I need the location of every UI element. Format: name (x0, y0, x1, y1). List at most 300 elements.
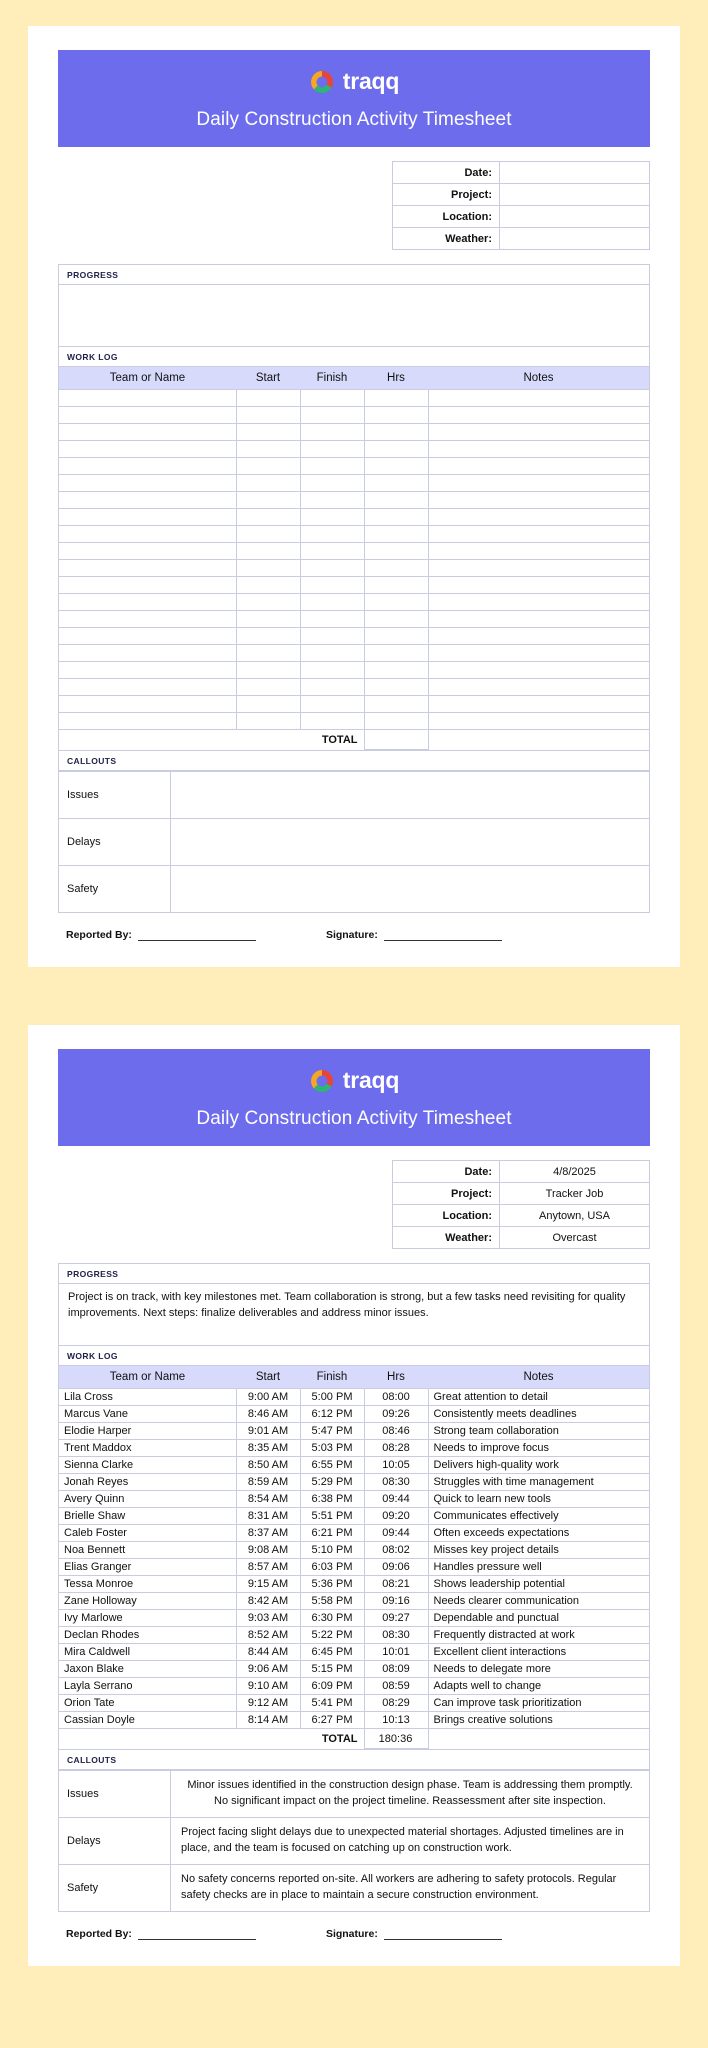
callout-label-issues: Issues (59, 772, 171, 819)
cell-finish[interactable] (300, 526, 364, 543)
table-row[interactable] (59, 645, 649, 662)
table-row[interactable] (59, 1491, 649, 1508)
cell-finish[interactable] (300, 492, 364, 509)
cell-finish[interactable] (300, 458, 364, 475)
cell-name[interactable]: Brielle Shaw (59, 1508, 236, 1525)
cell-notes[interactable] (428, 696, 649, 713)
cell-start[interactable]: 8:57 AM (236, 1559, 300, 1576)
cell-name[interactable]: Mira Caldwell (59, 1644, 236, 1661)
cell-hrs[interactable] (364, 679, 428, 696)
callouts-table-filled (59, 1770, 649, 1911)
cell-finish[interactable] (300, 560, 364, 577)
meta-value-location[interactable]: Anytown, USA (500, 1205, 650, 1227)
total-label: TOTAL (321, 1732, 358, 1745)
cell-finish[interactable]: 5:10 PM (300, 1542, 364, 1559)
cell-notes[interactable] (428, 662, 649, 679)
cell-start[interactable] (236, 594, 300, 611)
cell-notes[interactable] (428, 526, 649, 543)
table-row[interactable] (59, 577, 649, 594)
meta-value-project[interactable]: Tracker Job (500, 1183, 650, 1205)
cell-start[interactable]: 9:08 AM (236, 1542, 300, 1559)
cell-hrs[interactable]: 08:28 (364, 1440, 428, 1457)
cell-finish[interactable] (300, 390, 364, 407)
cell-finish[interactable]: 6:27 PM (300, 1712, 364, 1729)
cell-notes[interactable] (428, 509, 649, 526)
cell-name[interactable]: Marcus Vane (59, 1406, 236, 1423)
table-row[interactable] (59, 1525, 649, 1542)
cell-finish[interactable]: 5:22 PM (300, 1627, 364, 1644)
cell-finish[interactable] (300, 696, 364, 713)
cell-start[interactable]: 8:35 AM (236, 1440, 300, 1457)
cell-finish[interactable] (300, 509, 364, 526)
cell-hrs[interactable]: 10:05 (364, 1457, 428, 1474)
cell-name[interactable]: Jaxon Blake (59, 1661, 236, 1678)
cell-start[interactable]: 8:50 AM (236, 1457, 300, 1474)
callout-text-delays[interactable]: Project facing slight delays due to unexpected material shortages. Adjusted timelines are in place, and the team is focused on catching up on construction work. (171, 1817, 650, 1864)
table-row[interactable] (59, 628, 649, 645)
cell-finish[interactable] (300, 594, 364, 611)
cell-notes[interactable] (428, 577, 649, 594)
cell-hrs[interactable]: 09:44 (364, 1525, 428, 1542)
table-row[interactable] (59, 713, 649, 730)
table-row[interactable] (59, 492, 649, 509)
cell-finish[interactable]: 5:03 PM (300, 1440, 364, 1457)
cell-name[interactable] (59, 679, 236, 696)
signature-line[interactable] (384, 929, 502, 941)
cell-start[interactable] (236, 475, 300, 492)
cell-start[interactable] (236, 407, 300, 424)
cell-name[interactable] (59, 594, 236, 611)
cell-notes[interactable]: Needs clearer communication (428, 1593, 649, 1610)
cell-hrs[interactable]: 08:02 (364, 1542, 428, 1559)
table-row[interactable] (59, 560, 649, 577)
cell-hrs[interactable] (364, 560, 428, 577)
meta-row (393, 1227, 650, 1249)
cell-hrs[interactable] (364, 390, 428, 407)
table-row[interactable] (59, 1576, 649, 1593)
cell-hrs[interactable]: 09:16 (364, 1593, 428, 1610)
callout-text-issues[interactable]: Minor issues identified in the construction design phase. Team is addressing them promptly. No significant impact on the project timeline. Reassessment after site inspection. (171, 1771, 650, 1818)
cell-finish[interactable] (300, 662, 364, 679)
cell-start[interactable]: 8:31 AM (236, 1508, 300, 1525)
cell-start[interactable]: 8:44 AM (236, 1644, 300, 1661)
cell-notes[interactable]: Needs to improve focus (428, 1440, 649, 1457)
cell-hrs[interactable] (364, 492, 428, 509)
cell-hrs[interactable] (364, 662, 428, 679)
cell-name[interactable]: Cassian Doyle (59, 1712, 236, 1729)
meta-label-date: Date: (393, 162, 500, 184)
cell-notes[interactable]: Excellent client interactions (428, 1644, 649, 1661)
total-spacer (59, 730, 236, 750)
cell-hrs[interactable]: 09:20 (364, 1508, 428, 1525)
cell-start[interactable] (236, 560, 300, 577)
meta-value-date[interactable]: 4/8/2025 (500, 1161, 650, 1183)
cell-start[interactable] (236, 390, 300, 407)
callout-text-delays[interactable] (171, 819, 650, 866)
cell-hrs[interactable]: 09:27 (364, 1610, 428, 1627)
cell-notes[interactable]: Frequently distracted at work (428, 1627, 649, 1644)
cell-notes[interactable]: Consistently meets deadlines (428, 1406, 649, 1423)
table-row[interactable] (59, 509, 649, 526)
column-header-name: Team or Name (59, 1366, 236, 1389)
table-row[interactable] (59, 390, 649, 407)
cell-start[interactable] (236, 492, 300, 509)
meta-table-wrapper (58, 1160, 650, 1249)
cell-name[interactable]: Tessa Monroe (59, 1576, 236, 1593)
cell-start[interactable]: 8:59 AM (236, 1474, 300, 1491)
callout-text-issues[interactable] (171, 772, 650, 819)
cell-name[interactable] (59, 628, 236, 645)
table-row[interactable] (59, 1406, 649, 1423)
worklog-header-row (59, 1366, 649, 1389)
signature-row (58, 1928, 650, 1940)
cell-notes[interactable] (428, 441, 649, 458)
column-header-hrs: Hrs (364, 367, 428, 390)
cell-notes[interactable] (428, 679, 649, 696)
cell-start[interactable]: 8:37 AM (236, 1525, 300, 1542)
cell-hrs[interactable] (364, 594, 428, 611)
cell-notes[interactable]: Delivers high-quality work (428, 1457, 649, 1474)
cell-hrs[interactable] (364, 577, 428, 594)
cell-start[interactable] (236, 577, 300, 594)
callout-row (59, 1771, 649, 1818)
meta-value-weather[interactable] (500, 228, 650, 250)
cell-notes[interactable]: Brings creative solutions (428, 1712, 649, 1729)
cell-notes[interactable] (428, 458, 649, 475)
cell-finish[interactable] (300, 441, 364, 458)
cell-name[interactable]: Trent Maddox (59, 1440, 236, 1457)
cell-finish[interactable] (300, 611, 364, 628)
cell-finish[interactable]: 5:41 PM (300, 1695, 364, 1712)
meta-value-weather[interactable]: Overcast (500, 1227, 650, 1249)
cell-start[interactable]: 9:15 AM (236, 1576, 300, 1593)
column-header-finish: Finish (300, 1366, 364, 1389)
cell-start[interactable]: 9:03 AM (236, 1610, 300, 1627)
cell-finish[interactable] (300, 645, 364, 662)
cell-name[interactable] (59, 509, 236, 526)
meta-table (392, 161, 650, 250)
cell-hrs[interactable] (364, 611, 428, 628)
table-row[interactable] (59, 543, 649, 560)
cell-start[interactable] (236, 458, 300, 475)
cell-finish[interactable] (300, 543, 364, 560)
cell-hrs[interactable]: 10:01 (364, 1644, 428, 1661)
cell-notes[interactable] (428, 475, 649, 492)
callout-label-delays: Delays (59, 1817, 171, 1864)
cell-notes[interactable]: Adapts well to change (428, 1678, 649, 1695)
cell-start[interactable] (236, 628, 300, 645)
table-row[interactable] (59, 407, 649, 424)
meta-table-wrapper (58, 161, 650, 250)
cell-start[interactable]: 8:14 AM (236, 1712, 300, 1729)
progress-text[interactable]: Project is on track, with key milestones met. Team collaboration is strong, but a few tasks need revisiting for quality improvements. Next steps: finalize deliverables and address minor issues. (68, 1291, 626, 1319)
cell-finish[interactable]: 6:38 PM (300, 1491, 364, 1508)
cell-finish[interactable]: 5:58 PM (300, 1593, 364, 1610)
cell-start[interactable]: 9:10 AM (236, 1678, 300, 1695)
cell-name[interactable] (59, 713, 236, 730)
cell-name[interactable] (59, 441, 236, 458)
cell-start[interactable] (236, 441, 300, 458)
cell-hrs[interactable]: 08:30 (364, 1474, 428, 1491)
table-row[interactable] (59, 1661, 649, 1678)
cell-finish[interactable]: 6:03 PM (300, 1559, 364, 1576)
cell-name[interactable] (59, 475, 236, 492)
cell-start[interactable]: 8:46 AM (236, 1406, 300, 1423)
table-row[interactable] (59, 1542, 649, 1559)
signature-field[interactable] (326, 1928, 502, 1940)
cell-notes[interactable]: Struggles with time management (428, 1474, 649, 1491)
cell-finish[interactable]: 6:45 PM (300, 1644, 364, 1661)
cell-start[interactable]: 8:52 AM (236, 1627, 300, 1644)
cell-name[interactable]: Declan Rhodes (59, 1627, 236, 1644)
callout-row (59, 1817, 649, 1864)
cell-name[interactable] (59, 424, 236, 441)
cell-name[interactable] (59, 577, 236, 594)
total-spacer (428, 730, 649, 750)
total-spacer (428, 1729, 649, 1749)
cell-notes[interactable]: Needs to delegate more (428, 1661, 649, 1678)
cell-start[interactable] (236, 526, 300, 543)
cell-name[interactable] (59, 645, 236, 662)
cell-name[interactable] (59, 390, 236, 407)
table-row[interactable] (59, 1457, 649, 1474)
cell-notes[interactable]: Often exceeds expectations (428, 1525, 649, 1542)
cell-notes[interactable] (428, 543, 649, 560)
meta-value-project[interactable] (500, 184, 650, 206)
cell-name[interactable]: Jonah Reyes (59, 1474, 236, 1491)
meta-label-project: Project: (393, 184, 500, 206)
cell-name[interactable] (59, 662, 236, 679)
table-row[interactable] (59, 1695, 649, 1712)
cell-hrs[interactable] (364, 407, 428, 424)
cell-hrs[interactable] (364, 543, 428, 560)
cell-start[interactable]: 9:12 AM (236, 1695, 300, 1712)
cell-notes[interactable]: Dependable and punctual (428, 1610, 649, 1627)
table-row[interactable] (59, 1559, 649, 1576)
cell-notes[interactable]: Strong team collaboration (428, 1423, 649, 1440)
cell-notes[interactable]: Shows leadership potential (428, 1576, 649, 1593)
signature-label: Signature: (325, 1927, 378, 1940)
cell-hrs[interactable]: 09:06 (364, 1559, 428, 1576)
reported-by-line[interactable] (138, 1928, 256, 1940)
cell-hrs[interactable]: 09:44 (364, 1491, 428, 1508)
cell-finish[interactable]: 6:09 PM (300, 1678, 364, 1695)
cell-notes[interactable]: Can improve task prioritization (428, 1695, 649, 1712)
reported-by-line[interactable] (138, 929, 256, 941)
cell-finish[interactable] (300, 424, 364, 441)
table-row[interactable] (59, 1627, 649, 1644)
cell-hrs[interactable] (364, 509, 428, 526)
cell-finish[interactable] (300, 713, 364, 730)
cell-start[interactable] (236, 543, 300, 560)
cell-finish[interactable]: 5:47 PM (300, 1423, 364, 1440)
cell-start[interactable]: 8:54 AM (236, 1491, 300, 1508)
column-header-start: Start (236, 367, 300, 390)
cell-finish[interactable]: 6:55 PM (300, 1457, 364, 1474)
table-row[interactable] (59, 1440, 649, 1457)
cell-notes[interactable]: Great attention to detail (428, 1389, 649, 1406)
table-row[interactable] (59, 679, 649, 696)
cell-start[interactable] (236, 713, 300, 730)
total-spacer (236, 730, 300, 750)
cell-name[interactable]: Sienna Clarke (59, 1457, 236, 1474)
cell-start[interactable]: 8:42 AM (236, 1593, 300, 1610)
table-row[interactable] (59, 1423, 649, 1440)
table-row[interactable] (59, 1389, 649, 1406)
cell-name[interactable]: Elias Granger (59, 1559, 236, 1576)
form-body-frame (58, 1263, 650, 1912)
cell-name[interactable]: Elodie Harper (59, 1423, 236, 1440)
cell-hrs[interactable]: 08:59 (364, 1678, 428, 1695)
cell-hrs[interactable]: 08:30 (364, 1627, 428, 1644)
meta-label-location: Location: (393, 206, 500, 228)
cell-hrs[interactable] (364, 424, 428, 441)
cell-start[interactable] (236, 696, 300, 713)
cell-finish[interactable] (300, 577, 364, 594)
meta-row (393, 184, 650, 206)
cell-notes[interactable] (428, 628, 649, 645)
cell-name[interactable] (59, 611, 236, 628)
cell-notes[interactable] (428, 560, 649, 577)
cell-finish[interactable] (300, 475, 364, 492)
cell-name[interactable]: Avery Quinn (59, 1491, 236, 1508)
cell-hrs[interactable]: 08:09 (364, 1661, 428, 1678)
cell-finish[interactable]: 5:36 PM (300, 1576, 364, 1593)
table-row[interactable] (59, 594, 649, 611)
cell-start[interactable] (236, 424, 300, 441)
cell-hrs[interactable] (364, 441, 428, 458)
signature-line[interactable] (384, 1928, 502, 1940)
column-header-name: Team or Name (59, 367, 236, 390)
cell-notes[interactable]: Quick to learn new tools (428, 1491, 649, 1508)
table-row[interactable] (59, 1474, 649, 1491)
cell-notes[interactable]: Handles pressure well (428, 1559, 649, 1576)
callout-label-safety: Safety (59, 866, 171, 913)
meta-label-location: Location: (393, 1205, 500, 1227)
cell-hrs[interactable]: 08:46 (364, 1423, 428, 1440)
cell-start[interactable]: 9:01 AM (236, 1423, 300, 1440)
table-row[interactable] (59, 475, 649, 492)
cell-notes[interactable] (428, 713, 649, 730)
cell-name[interactable]: Layla Serrano (59, 1678, 236, 1695)
cell-name[interactable] (59, 492, 236, 509)
worklog-table-blank (59, 366, 649, 750)
table-row[interactable] (59, 526, 649, 543)
worklog-section-label: WORK LOG (59, 346, 649, 366)
cell-start[interactable] (236, 611, 300, 628)
cell-name[interactable] (59, 696, 236, 713)
cell-notes[interactable] (428, 611, 649, 628)
cell-hrs[interactable] (364, 526, 428, 543)
cell-hrs[interactable] (364, 458, 428, 475)
cell-name[interactable] (59, 560, 236, 577)
cell-finish[interactable] (300, 679, 364, 696)
table-row[interactable] (59, 1593, 649, 1610)
table-row[interactable] (59, 1610, 649, 1627)
cell-hrs[interactable]: 08:00 (364, 1389, 428, 1406)
cell-notes[interactable] (428, 645, 649, 662)
cell-name[interactable] (59, 458, 236, 475)
cell-finish[interactable] (300, 407, 364, 424)
cell-hrs[interactable]: 08:29 (364, 1695, 428, 1712)
cell-hrs[interactable] (364, 696, 428, 713)
cell-finish[interactable]: 6:21 PM (300, 1525, 364, 1542)
table-row[interactable] (59, 441, 649, 458)
cell-hrs[interactable] (364, 475, 428, 492)
cell-finish[interactable]: 6:12 PM (300, 1406, 364, 1423)
cell-hrs[interactable]: 10:13 (364, 1712, 428, 1729)
cell-start[interactable] (236, 679, 300, 696)
cell-notes[interactable]: Misses key project details (428, 1542, 649, 1559)
meta-value-date[interactable] (500, 162, 650, 184)
table-row[interactable] (59, 696, 649, 713)
cell-finish[interactable]: 5:00 PM (300, 1389, 364, 1406)
cell-finish[interactable]: 5:15 PM (300, 1661, 364, 1678)
cell-start[interactable]: 9:00 AM (236, 1389, 300, 1406)
progress-text[interactable] (59, 285, 649, 346)
table-row[interactable] (59, 424, 649, 441)
table-row[interactable] (59, 458, 649, 475)
table-row[interactable] (59, 1508, 649, 1525)
table-row[interactable] (59, 662, 649, 679)
callout-text-safety[interactable] (171, 866, 650, 913)
cell-hrs[interactable] (364, 645, 428, 662)
cell-name[interactable] (59, 543, 236, 560)
signature-field[interactable] (326, 929, 502, 941)
cell-name[interactable]: Caleb Foster (59, 1525, 236, 1542)
cell-name[interactable]: Orion Tate (59, 1695, 236, 1712)
signature-label: Signature: (325, 929, 378, 941)
cell-finish[interactable]: 5:51 PM (300, 1508, 364, 1525)
brand-name: traqq (342, 68, 400, 94)
cell-notes[interactable] (428, 390, 649, 407)
cell-start[interactable]: 9:06 AM (236, 1661, 300, 1678)
cell-hrs[interactable]: 09:26 (364, 1406, 428, 1423)
cell-name[interactable]: Ivy Marlowe (59, 1610, 236, 1627)
cell-finish[interactable] (300, 628, 364, 645)
cell-notes[interactable] (428, 424, 649, 441)
cell-hrs[interactable]: 08:21 (364, 1576, 428, 1593)
cell-name[interactable] (59, 526, 236, 543)
reported-by-field[interactable] (66, 929, 256, 941)
cell-name[interactable]: Zane Holloway (59, 1593, 236, 1610)
cell-start[interactable] (236, 645, 300, 662)
table-row[interactable] (59, 611, 649, 628)
cell-notes[interactable] (428, 407, 649, 424)
meta-label-weather: Weather: (393, 1227, 500, 1249)
cell-hrs[interactable] (364, 628, 428, 645)
meta-value-location[interactable] (500, 206, 650, 228)
reported-by-field[interactable] (66, 1928, 256, 1940)
cell-notes[interactable]: Communicates effectively (428, 1508, 649, 1525)
worklog-header-row (59, 367, 649, 390)
cell-notes[interactable] (428, 492, 649, 509)
cell-start[interactable] (236, 509, 300, 526)
cell-name[interactable]: Lila Cross (59, 1389, 236, 1406)
cell-hrs[interactable] (364, 713, 428, 730)
cell-notes[interactable] (428, 594, 649, 611)
cell-finish[interactable]: 6:30 PM (300, 1610, 364, 1627)
cell-name[interactable] (59, 407, 236, 424)
cell-finish[interactable]: 5:29 PM (300, 1474, 364, 1491)
callouts-section-label: CALLOUTS (59, 1749, 649, 1770)
table-row[interactable] (59, 1678, 649, 1695)
table-row[interactable] (59, 1712, 649, 1729)
callout-text-safety[interactable]: No safety concerns reported on-site. All workers are adhering to safety protocols. Regular safety checks are in place to maintain a secure construction environment. (171, 1864, 650, 1910)
cell-name[interactable]: Noa Bennett (59, 1542, 236, 1559)
table-row[interactable] (59, 1644, 649, 1661)
cell-start[interactable] (236, 662, 300, 679)
